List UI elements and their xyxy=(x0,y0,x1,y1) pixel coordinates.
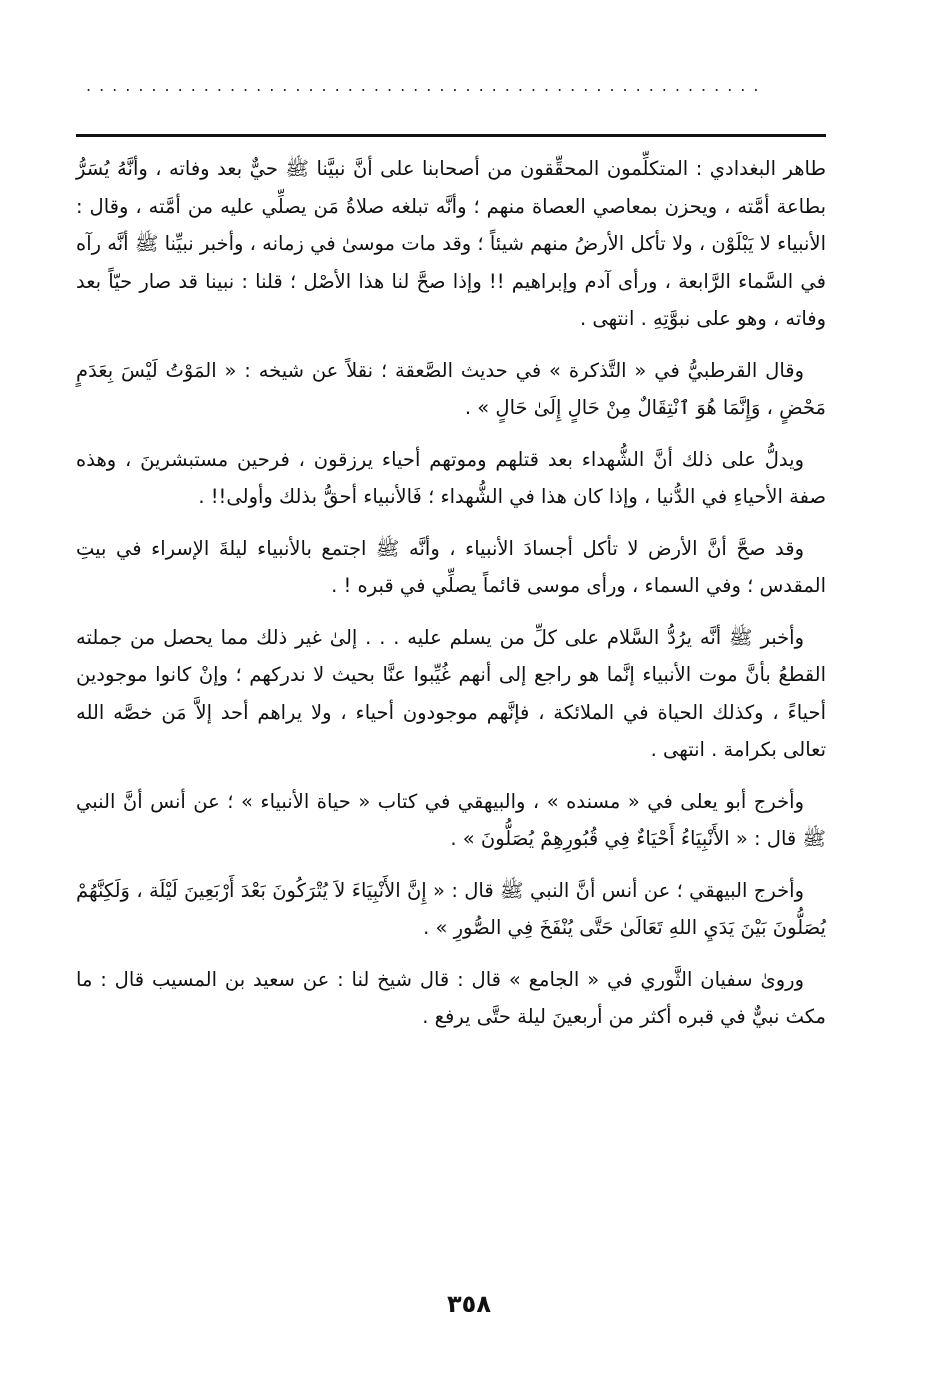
page-body xyxy=(76,150,826,1050)
header-rule xyxy=(76,134,826,137)
paragraph-4: وقد صحَّ أنَّ الأرض لا تأكل أجسادَ الأنبياء ، وأنَّه ﷺ اجتمع بالأنبياء ليلةَ الإسراء في بيتِ المقدس ؛ وفي السماء ، ورأى موسى قائماً يصلِّي في قبره ! . xyxy=(76,536,826,597)
paragraph-3: ويدلُّ على ذلك أنَّ الشُّهداء بعد قتلهم وموتهم أحياء يرزقون ، فرحين مستبشرينَ ، وهذه صفة الأحياءِ في الدُّنيا ، وإذا كان هذا في الشُّهداء ؛ فَالأنبياء أحقُّ بذلك وأولى!! . xyxy=(76,447,826,508)
paragraph-8: وروىٰ سفيان الثَّوري في « الجامع » قال : قال شيخ لنا : عن سعيد بن المسيب قال : ما مكث نبيٌّ في قبره أكثر من أربعينَ ليلة حتَّى يرفع . xyxy=(76,967,826,1028)
paragraph-5: وأخبر ﷺ أنَّه يرُدُّ السَّلام على كلِّ من يسلم عليه . . . إلىٰ غير ذلك مما يحصل من جملته القطعُ بأنَّ موت الأنبياء إنَّما هو راجع إلى أنهم غُيِّبوا عنَّا بحيث لا ندركهم ؛ وإنْ كانوا موجودين أحياءً ، وكذلك الحياة في الملائكة ، فإنَّهم موجودون أحياء ، ولا يراهم أحد إلاَّ مَن خصَّه الله تعالى بكرامة . انتهى . xyxy=(76,625,826,761)
header-dotted-line: .................................................... xyxy=(86,78,767,94)
paragraph-1: طاهر البغدادي : المتكلِّمون المحقِّقون من أصحابنا على أنَّ نبيَّنا ﷺ حيٌّ بعد وفاته ، وأنَّهُ يُسَرُّ بطاعة أمَّته ، ويحزن بمعاصي العصاة منهم ؛ وأنَّه تبلغه صلاةُ مَن يصلِّي عليه من أمَّته ، وقال : الأنبياء لا يَبْلَوْن ، ولا تأكل الأرضُ منهم شيئاً ؛ وقد مات موسىٰ في زمانه ، وأخبر نبيِّنا ﷺ أنَّه رآه في السَّماء الرَّابعة ، ورأى آدم وإبراهيم !! وإذا صحَّ لنا هذا الأصْل ؛ قلنا : نبينا قد صار حيّاً بعد وفاته ، وهو على نبوَّتِهِ . انتهى . xyxy=(76,157,826,330)
paragraph-7: وأخرج البيهقي ؛ عن أنس أنَّ النبي ﷺ قال : « إِنَّ الأَنْبِيَاءَ لاَ يُتْرَكُونَ بَعْدَ أَرْبَعِينَ لَيْلَة ، وَلَكِنَّهُمْ يُصَلُّونَ بَيْنَ يَدَيِ اللهِ تَعَالَىٰ حَتَّى يُنْفَخَ فِي الصُّورِ » . xyxy=(76,878,826,939)
paragraph-2: وقال القرطبيُّ في « التَّذكرة » في حديث الصَّعقة ؛ نقلاً عن شيخه : « المَوْتُ لَيْسَ بِعَدَمٍ مَحْضٍ ، وَإِنَّمَا هُوَ ٱنْتِقَالٌ مِنْ حَالٍ إِلَىٰ حَالٍ » . xyxy=(76,358,826,419)
paragraph-6: وأخرج أبو يعلى في « مسنده » ، والبيهقي في كتاب « حياة الأنبياء » ؛ عن أنس أنَّ النبي ﷺ قال : « الأَنْبِيَاءُ أَحْيَاءٌ فِي قُبُورِهِمْ يُصَلُّونَ » . xyxy=(76,789,826,850)
page-number: ٣٥٨ xyxy=(447,1290,491,1318)
